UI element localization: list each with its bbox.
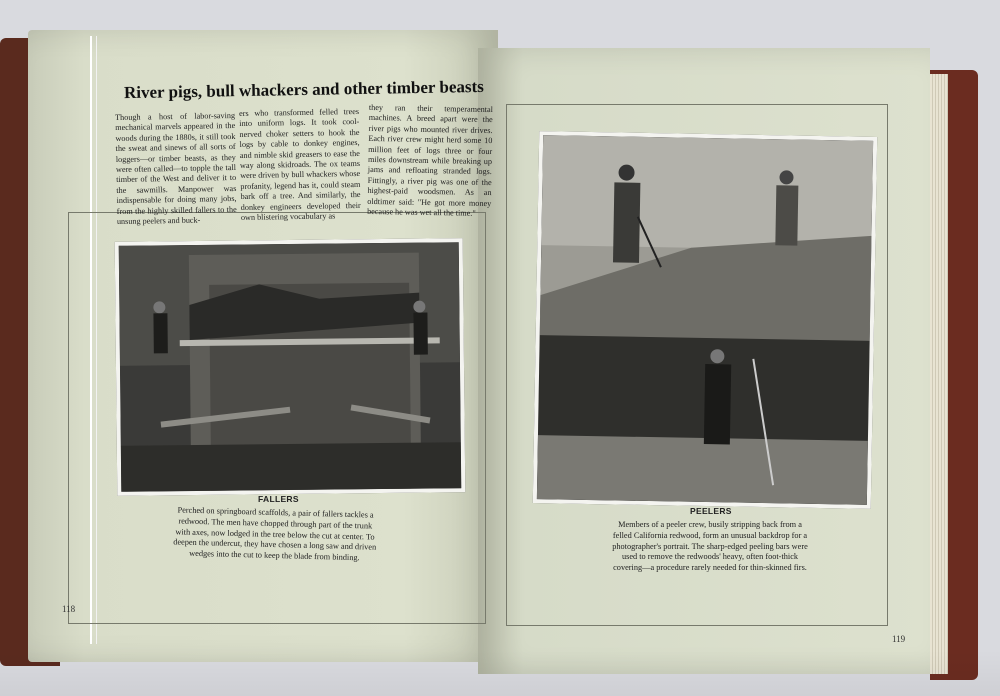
fallers-photo <box>115 238 466 496</box>
page-number-right: 119 <box>892 634 906 644</box>
table-surface-shadow <box>0 650 1000 696</box>
body-column-3: they ran their temperamental machines. A breed apart were the river pigs who mounted river drives. Each river crew might herd some 10 million feet of logs three or four miles downstream while breaking up jams and refloating stranded logs. Fittingly, a river pig was one of the highest-paid woodsmen. As an oldtimer said: "He got more money because he was wet all the time." <box>367 102 493 218</box>
page-title: River pigs, bull whackers and other timber beasts <box>123 76 484 103</box>
fallers-caption: Perched on springboard scaffolds, a pair of fallers tackles a redwood. The men have chopped through part of the trunk with axes, now lodged in the tree below the cut at center. To deepen the undercut, they have chosen a long saw and driven wedges into the cut to keep the blade from binding. <box>173 505 377 563</box>
peelers-caption-title: PEELERS <box>690 506 732 516</box>
fallers-caption-title: FALLERS <box>258 494 299 504</box>
peelers-photo <box>533 131 877 509</box>
body-column-1: Though a host of labor-saving mechanical marvels appeared in the woods during the 1880s, it still took the sweat and sinews of all sorts of loggers—or timber beasts, as they were often called—to topple the tall timber of the West and deliver it to the sawmills. Manpower was indispensable for doing many jobs, from the highly skilled fallers to the unsung peelers and buck- <box>115 110 237 227</box>
page-number-left: 118 <box>62 604 76 614</box>
body-column-2: ers who transformed felled trees into uniform logs. It took cool-nerved choker setters to hook the logs by cable to donkey engines, and nimble skid greasers to ease the way along skidroads. The ox teams were driven by bull whackers whose profanity, legend has it, could steam bark off a tree. And similarly, the donkey engineers developed their own blistering vocabulary as <box>239 106 361 223</box>
peelers-caption: Members of a peeler crew, busily stripping back from a felled California redwood, form an unusual backdrop for a photographer's portrait. The sharp-edged peeling bars were used to remove the redwoods' heavy, often foot-thick covering—a procedure rarely needed for thin-skinned firs. <box>612 520 808 573</box>
